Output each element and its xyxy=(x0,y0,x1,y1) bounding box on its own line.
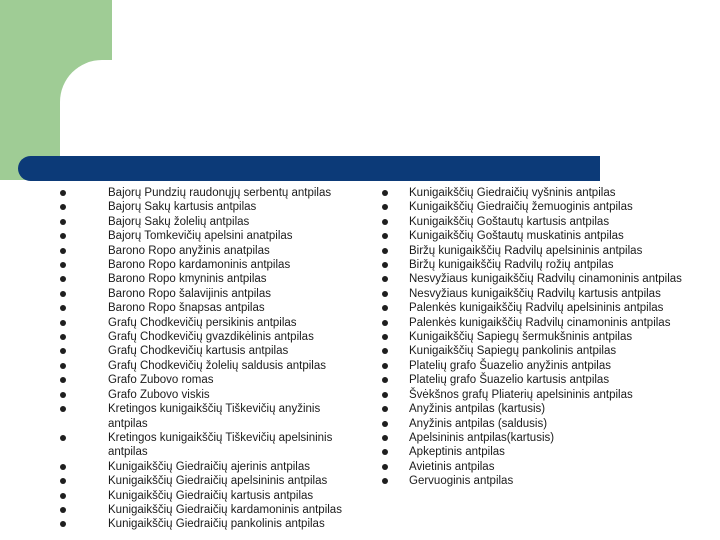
list-item-text: Kunigaikščių Giedraičių pankolinis antpilas xyxy=(108,518,325,531)
list-item-text: Kretingos kunigaikščių Tiškevičių apelsininis antpilas xyxy=(108,431,333,459)
bullet-icon xyxy=(60,493,66,499)
bullet-icon xyxy=(382,464,388,470)
list-item xyxy=(382,186,682,200)
bullet-icon xyxy=(60,507,66,513)
list-item xyxy=(60,258,360,272)
list-item xyxy=(382,402,682,416)
list-item xyxy=(382,215,682,229)
bullet-icon xyxy=(382,348,388,354)
list-item-text: Kunigaikščių Sapiegų šermukšninis antpilas xyxy=(409,331,633,344)
list-item-text: Avietinis antpilas xyxy=(409,460,495,473)
list-item-text: Kunigaikščių Giedraičių ajerinis antpilas xyxy=(108,460,310,473)
list-item-text: Palenkės kunigaikščių Radvilų apelsininis antpilas xyxy=(409,302,664,315)
bullet-icon xyxy=(382,190,388,196)
list-item xyxy=(382,359,682,373)
bullet-icon xyxy=(60,233,66,239)
list-item-text: Bajorų Tomkevičių apelsini anatpilas xyxy=(108,230,293,243)
list-item-text: Nesvyžiaus kunigaikščių Radvilų kartusis antpilas xyxy=(409,287,661,300)
bullet-icon xyxy=(60,348,66,354)
list-item xyxy=(60,316,360,330)
list-item-text: Apelsininis antpilas(kartusis) xyxy=(409,431,555,444)
list-item xyxy=(60,503,360,517)
list-item-text: Grafų Chodkevičių žolelių saldusis antpilas xyxy=(108,359,326,372)
bullet-icon xyxy=(382,291,388,297)
title-bar xyxy=(18,156,600,181)
right-list xyxy=(382,186,682,489)
list-item xyxy=(60,301,360,315)
list-item xyxy=(382,272,682,286)
bullet-icon xyxy=(382,320,388,326)
list-item xyxy=(382,474,682,488)
list-item xyxy=(60,474,360,488)
list-item xyxy=(60,272,360,286)
bullet-icon xyxy=(382,204,388,210)
list-item-text: Kunigaikščių Giedraičių kartusis antpilas xyxy=(108,489,314,502)
list-item-text: Kunigaikščių Goštautų muskatinis antpilas xyxy=(409,230,624,243)
bullet-icon xyxy=(60,334,66,340)
list-item-text: Barono Ropo šalavijinis antpilas xyxy=(108,287,272,300)
list-item-text: Platelių grafo Šuazelio anyžinis antpilas xyxy=(409,359,612,372)
list-item xyxy=(382,258,682,272)
list-item xyxy=(382,301,682,315)
list-item xyxy=(60,200,360,214)
bullet-icon xyxy=(60,248,66,254)
left-list xyxy=(60,186,360,532)
list-item xyxy=(382,344,682,358)
list-item xyxy=(382,229,682,243)
bullet-icon xyxy=(382,262,388,268)
list-item xyxy=(60,229,360,243)
bullet-icon xyxy=(60,478,66,484)
bullet-icon xyxy=(382,233,388,239)
bullet-icon xyxy=(382,276,388,282)
bullet-icon xyxy=(382,305,388,311)
bullet-icon xyxy=(60,219,66,225)
list-item-text: Bajorų Sakų žolelių antpilas xyxy=(108,215,250,228)
bullet-icon xyxy=(60,392,66,398)
list-item-text: Barono Ropo kmyninis antpilas xyxy=(108,273,267,286)
list-item-text: Biržų kunigaikščių Radvilų rožių antpilas xyxy=(409,259,614,272)
bullet-icon xyxy=(382,478,388,484)
list-item-text: Barono Ropo kardamoninis antpilas xyxy=(108,259,291,272)
list-item-text: Kunigaikščių Sapiegų pankolinis antpilas xyxy=(409,345,617,358)
list-item xyxy=(60,330,360,344)
list-item-text: Kunigaikščių Giedraičių kardamoninis antpilas xyxy=(108,503,342,516)
list-item-text: Švėkšnos grafų Pliaterių apelsininis antpilas xyxy=(409,388,633,401)
list-item-text: Kretingos kunigaikščių Tiškevičių anyžinis antpilas xyxy=(108,403,321,430)
list-item-text: Palenkės kunigaikščių Radvilų cinamoninis antpilas xyxy=(409,316,671,329)
list-item xyxy=(382,460,682,474)
list-item-text: Platelių grafo Šuazelio kartusis antpilas xyxy=(409,374,610,387)
bullet-icon xyxy=(60,406,66,412)
list-item xyxy=(382,445,682,459)
bullet-icon xyxy=(382,421,388,427)
bullet-icon xyxy=(382,334,388,340)
list-item-text: Kunigaikščių Goštautų kartusis antpilas xyxy=(409,215,610,228)
list-item xyxy=(382,330,682,344)
bullet-icon xyxy=(382,449,388,455)
list-item-text: Grafų Chodkevičių persikinis antpilas xyxy=(108,316,297,329)
bullet-icon xyxy=(60,190,66,196)
list-item xyxy=(60,373,360,387)
list-item xyxy=(382,431,682,445)
list-item-text: Biržų kunigaikščių Radvilų apelsininis antpilas xyxy=(409,244,643,257)
list-item xyxy=(60,431,360,460)
list-item-text: Bajorų Sakų kartusis antpilas xyxy=(108,201,257,214)
list-item-text: Gervuoginis antpilas xyxy=(409,475,514,488)
list-item-text: Anyžinis antpilas (saldusis) xyxy=(409,417,548,430)
list-item xyxy=(60,388,360,402)
bullet-icon xyxy=(382,406,388,412)
list-item xyxy=(382,373,682,387)
bullet-icon xyxy=(60,521,66,527)
list-item xyxy=(382,200,682,214)
list-item-text: Barono Ropo anyžinis anatpilas xyxy=(108,244,270,257)
bullet-icon xyxy=(60,363,66,369)
bullet-icon xyxy=(60,276,66,282)
list-item-text: Anyžinis antpilas (kartusis) xyxy=(409,403,546,416)
list-item-text: Grafo Zubovo romas xyxy=(108,374,214,387)
bullet-icon xyxy=(60,377,66,383)
bullet-icon xyxy=(60,305,66,311)
list-item xyxy=(382,417,682,431)
bullet-icon xyxy=(382,363,388,369)
list-item-text: Kunigaikščių Giedraičių apelsininis antpilas xyxy=(108,475,328,488)
list-item-text: Grafų Chodkevičių kartusis antpilas xyxy=(108,345,289,358)
list-item xyxy=(60,186,360,200)
list-item-text: Kunigaikščių Giedraičių žemuoginis antpilas xyxy=(409,201,633,214)
bullet-icon xyxy=(60,320,66,326)
list-item xyxy=(382,316,682,330)
list-item xyxy=(60,215,360,229)
list-item xyxy=(60,244,360,258)
list-item xyxy=(60,359,360,373)
bullet-icon xyxy=(60,435,66,441)
bullet-icon xyxy=(60,291,66,297)
list-item xyxy=(60,344,360,358)
list-item xyxy=(60,517,360,531)
bullet-icon xyxy=(60,464,66,470)
bullet-icon xyxy=(60,204,66,210)
bullet-icon xyxy=(60,262,66,268)
list-item-text: Apkeptinis antpilas xyxy=(409,446,505,459)
bullet-icon xyxy=(382,219,388,225)
list-item xyxy=(382,244,682,258)
list-item-text: Kunigaikščių Giedraičių vyšninis antpilas xyxy=(409,187,616,199)
list-item-text: Barono Ropo šnapsas antpilas xyxy=(108,302,265,315)
list-item-text: Grafo Zubovo viskis xyxy=(108,388,210,401)
bullet-icon xyxy=(382,435,388,441)
list-item-text: Nesvyžiaus kunigaikščių Radvilų cinamoninis antpilas xyxy=(409,273,682,286)
list-item xyxy=(60,287,360,301)
bullet-icon xyxy=(382,248,388,254)
list-item xyxy=(382,388,682,402)
list-item xyxy=(60,460,360,474)
list-item xyxy=(60,402,360,431)
bullet-icon xyxy=(382,392,388,398)
list-item xyxy=(382,287,682,301)
list-item-text: Grafų Chodkevičių gvazdikėlinis antpilas xyxy=(108,331,314,344)
list-item-text: Bajorų Pundzių raudonųjų serbentų antpilas xyxy=(108,187,332,199)
list-item xyxy=(60,489,360,503)
bullet-icon xyxy=(382,377,388,383)
